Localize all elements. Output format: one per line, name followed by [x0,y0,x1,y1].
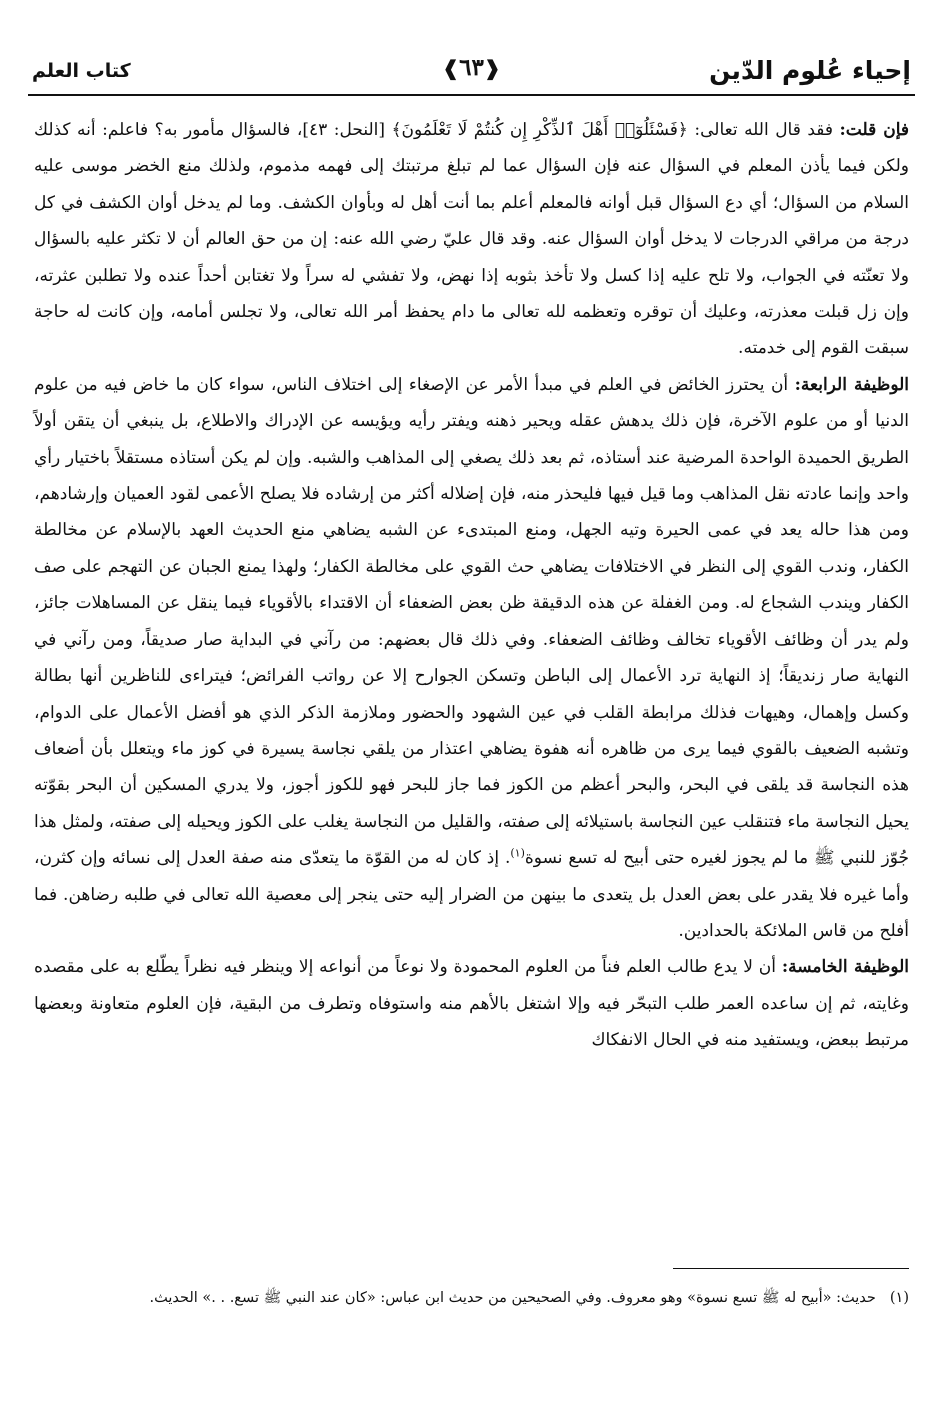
footnote-divider [673,1268,909,1269]
footnote-text: حديث: «أبيح له ﷺ تسع نسوة» وهو معروف. وفي الصحيحين من حديث ابن عباس: «كان عند النبي ﷺ تسع. . .» الحديث. [149,1290,876,1306]
paragraph-question [34,112,909,367]
paragraph-fourth-duty [34,367,909,950]
quran-verse: ﴿فَسْئَلُوٓا۟ أَهْلَ ٱلذِّكْرِ إِن كُنتُمْ لَا تَعْلَمُونَ﴾ [391,120,688,140]
paragraph-text: . إذ كان له من القوّة ما يتعدّى منه صفة العدل إلى نسائه وإن كثرن، وأما غيره فلا يقدر على بعض العدل بل يتعدى ما بينهن من الضرار إليه حتى ينجر إلى معصية الله تعالى في طلبه رضاهن. فما أفلح من قاس الملائكة بالحدادين. [34,848,909,941]
paragraph-text: [النحل: ٤٣]، فالسؤال مأمور به؟ فاعلم: أنه كذلك ولكن فيما يأذن المعلم في السؤال عنه فإن السؤال عما لم تبلغ مرتبتك إلى فهمه مذموم، ولذلك منع الخضر موسى عليه السلام من السؤال؛ أي دع السؤال قبل أوانه فالمعلم أعلم بما أنت أهل له وبأوان الكشف. وما لم يدخل أوان الكشف في كل درجة من مراقي الدرجات لا يدخل أوان السؤال عنه. وقد قال عليّ رضي الله عنه: إن من حق العالم أن لا تكثر عليه بالسؤال ولا تعنّته في الجواب، ولا تلح عليه إذا كسل ولا تأخذ بثوبه إذا نهض، ولا تفشي له سراً ولا تغتابن أحداً عنده ولا تطلبن عثرته، وإن زل قبلت معذرته، وعليك أن توقره وتعظمه لله تعالى ما دام يحفظ أمر الله تعالى، ولا تجلس أمامه، وإن كانت له حاجة سبقت القوم إلى خدمته. [34,120,909,359]
page-number [442,54,500,81]
paragraph-text: أن لا يدع طالب العلم فناً من العلوم المحمودة ولا نوعاً من أنواعه إلا وينظر فيه نظراً يطّلع به على مقصده وغايته، ثم إن ساعده العمر طلب التبحّر فيه وإلا اشتغل بالأهم منه واستوفاه وتطرف من البقية، فإن العلوم متعاونة وبعضها مرتبط ببعض، ويستفيد منه في الحال الانفكاك [34,957,909,1051]
book-title: إحياء عُلوم الدّين [709,56,911,85]
paragraph-lead: الوظيفة الرابعة: [794,374,909,395]
page-header [28,50,915,96]
main-text [34,112,909,1059]
ornament-left-icon: ❱ [442,56,460,80]
header-divider [28,94,915,96]
footnote [34,1283,909,1313]
ornament-right-icon: ❰ [483,56,501,80]
paragraph-text: أن يحترز الخائض في العلم في مبدأ الأمر عن الإصغاء إلى اختلاف الناس، سواء كان ما خاض فيه من علوم الدنيا أو من علوم الآخرة، فإن ذلك يدهش عقله ويحير ذهنه ويفتر رأيه ويؤيسه عن الإدراك والاطلاع، بل ينبغي أن يتقن أولاً الطريق الحميدة الواحدة المرضية عند أستاذه، ثم بعد ذلك يصغي إلى المذاهب والشبه. وإن لم يكن أستاذه مستقلاً باختيار رأي واحد وإنما عادته نقل المذاهب وما قيل فيها فليحذر منه، فإن إضلاله أكثر من إرشاده فلا يصلح الأعمى لقود العميان وإرشادهم، ومن هذا حاله يعد في عمى الحيرة وتيه الجهل، ومنع المبتدىء عن الشبه يضاهي منع الحديث العهد بالإسلام عن مخالطة الكفار، وندب القوي إلى النظر في الاختلافات يضاهي حث القوي على مخالطة الكفار؛ ولهذا يمنع الجبان عن التهجم على صف الكفار ويندب الشجاع له. ومن الغفلة عن هذه الدقيقة ظن بعض الضعفاء أن الاقتداء بالأقوياء فيما ينقل عن المساهلات جائز، ولم يدر أن وظائف الأقوياء تخالف وظائف الضعفاء. وفي ذلك قال بعضهم: من رآني في البداية صار صديقاً، ومن رآني في النهاية صار زنديقاً؛ إذ النهاية ترد الأعمال إلى الباطن وتسكن الجوارح إلا عن رواتب الفرائض؛ فيتراءى للناظرين أنها بطالة وكسل وإهمال، وهيهات فذلك مرابطة القلب في عين الشهود والحضور وملازمة الذكر الذي هو أفضل الأعمال على الدوام، وتشبه الضعيف بالقوي فيما يرى من ظاهره أنه هفوة يضاهي اعتذار من يلقي نجاسة يسيرة في كوز ماء ويتعلل بأن أضعاف هذه النجاسة قد يلقى في البحر، والبحر أعظم من الكوز فما جاز للبحر فهو للكوز أجوز، ولا يدري المسكين أن البحر بقوّته يحيل النجاسة ماء فتنقلب عين النجاسة باستيلائه إلى صفته، والقليل من النجاسة يغلب على الكوز ويحيله إلى صفته، ولمثل هذا جُوّز للنبي ﷺ ما لم يجوز لغيره حتى أبيح له تسع نسوة [34,374,909,869]
paragraph-lead: فإن قلت: [839,120,909,140]
footnote-reference[interactable]: (١) [510,846,525,860]
paragraph-fifth-duty [34,949,909,1058]
paragraph-lead: الوظيفة الخامسة: [781,957,909,978]
footnote-number: (١) [889,1290,909,1306]
paragraph-text: فقد قال الله تعالى: [687,120,840,140]
chapter-title: كتاب العلم [32,60,131,82]
page-number-value: ٦٣ [459,54,484,81]
